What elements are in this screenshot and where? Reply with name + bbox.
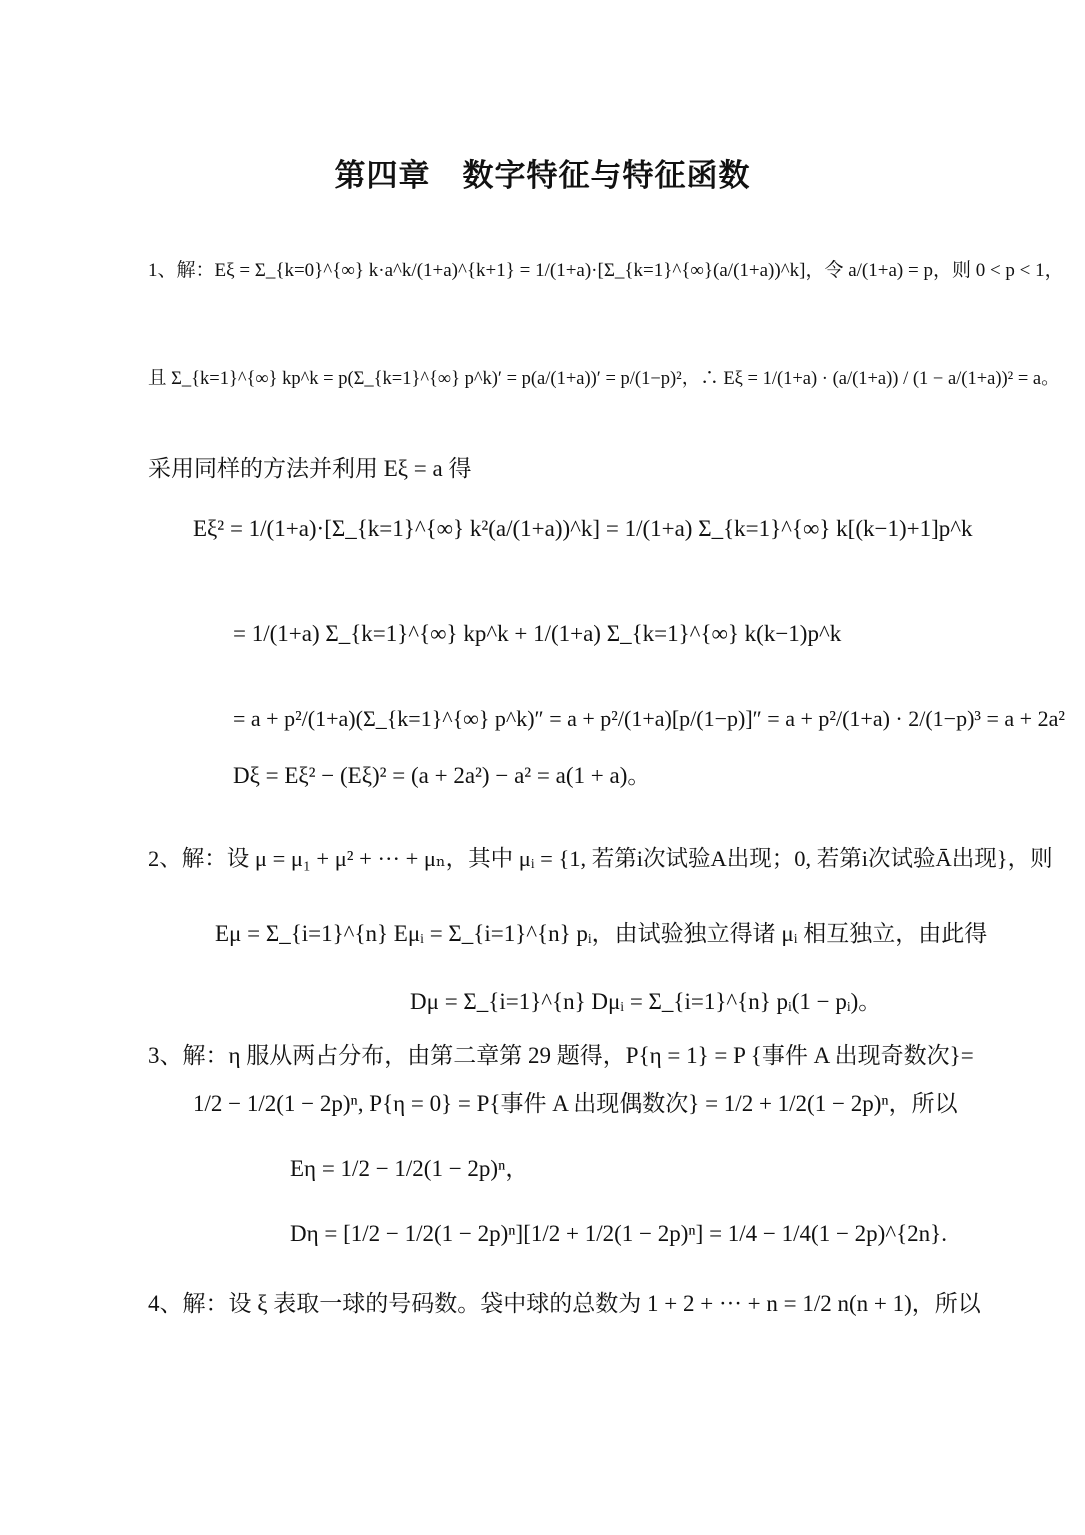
text-line-p3-l1: 3、解：η 服从两占分布，由第二章第 29 题得，P{η = 1} = P {事件 A 出现奇数次}= xyxy=(148,1043,974,1068)
text-line-p1-l7: Dξ = Eξ² − (Eξ)² = (a + 2a²) − a² = a(1 + a)。 xyxy=(233,763,651,788)
text-line-p1-l6: = a + p²/(1+a)(Σ_{k=1}^{∞} p^k)″ = a + p²/(1+a)[p/(1−p)]″ = a + p²/(1+a) · 2/(1−p)³ = a + 2a² xyxy=(233,706,1065,731)
text-line-p2-l3: Dμ = Σ_{i=1}^{n} Dμᵢ = Σ_{i=1}^{n} pᵢ(1 − pᵢ)。 xyxy=(410,989,882,1014)
text-line-p2-l1: 2、解：设 μ = μ₁ + μ² + ··· + μₙ，其中 μᵢ = {1, 若第i次试验A出现；0, 若第i次试验Ā出现}，则 xyxy=(148,846,1053,871)
text-line-p1-l3: 采用同样的方法并利用 Eξ = a 得 xyxy=(148,456,472,481)
text-line-p3-l2: 1/2 − 1/2(1 − 2p)ⁿ, P{η = 0} = P{事件 A 出现偶数次} = 1/2 + 1/2(1 − 2p)ⁿ，所以 xyxy=(193,1091,958,1116)
text-line-p1-l5: = 1/(1+a) Σ_{k=1}^{∞} kp^k + 1/(1+a) Σ_{k=1}^{∞} k(k−1)p^k xyxy=(233,621,842,646)
text-line-p3-l3: Eη = 1/2 − 1/2(1 − 2p)ⁿ， xyxy=(290,1156,529,1181)
text-line-p4-l1: 4、解：设 ξ 表取一球的号码数。袋中球的总数为 1 + 2 + ··· + n = 1/2 n(n + 1)，所以 xyxy=(148,1291,981,1316)
text-line-p1-l4: Eξ² = 1/(1+a)·[Σ_{k=1}^{∞} k²(a/(1+a))^k] = 1/(1+a) Σ_{k=1}^{∞} k[(k−1)+1]p^k xyxy=(193,516,973,541)
text-line-p3-l4: Dη = [1/2 − 1/2(1 − 2p)ⁿ][1/2 + 1/2(1 − 2p)ⁿ] = 1/4 − 1/4(1 − 2p)^{2n}. xyxy=(290,1221,947,1246)
chapter-title: 第四章 数字特征与特征函数 xyxy=(334,158,751,194)
text-line-p2-l2: Eμ = Σ_{i=1}^{n} Eμᵢ = Σ_{i=1}^{n} pᵢ，由试验独立得诸 μᵢ 相互独立，由此得 xyxy=(215,921,988,946)
text-line-p1-l1: 1、解：Eξ = Σ_{k=0}^{∞} k·a^k/(1+a)^{k+1} = 1/(1+a)·[Σ_{k=1}^{∞}(a/(1+a))^k]，令 a/(1+a) = p，则 0 < p < 1， xyxy=(148,260,1064,281)
text-line-p1-l2: 且 Σ_{k=1}^{∞} kp^k = p(Σ_{k=1}^{∞} p^k)′ = p(a/(1+a))′ = p/(1−p)²，∴ Eξ = 1/(1+a) · (a/(1+a)) / (1 − a/(1+a))² = a。 xyxy=(148,369,1060,389)
